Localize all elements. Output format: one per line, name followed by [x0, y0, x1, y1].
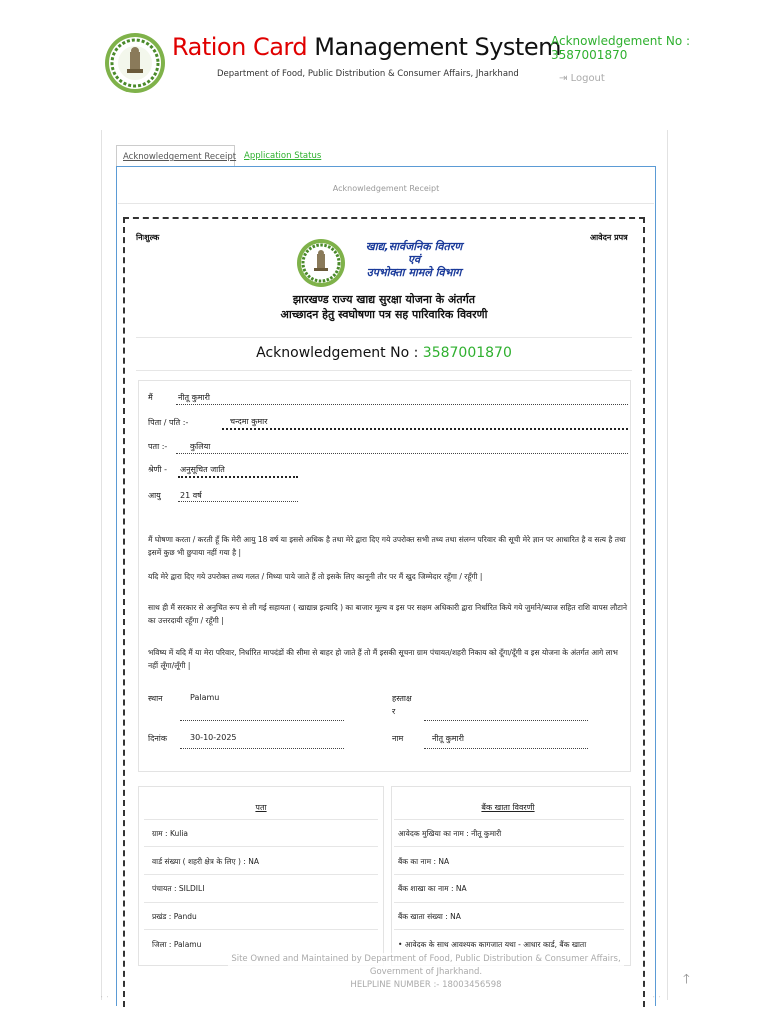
scheme-title-line1: झारखण्ड राज्य खाद्य सुरक्षा योजना के अंतर्गत: [292, 293, 476, 306]
jharkhand-emblem-icon: [104, 32, 166, 94]
name-value: नीतू कुमारी: [432, 734, 464, 743]
divider: [144, 846, 378, 847]
address-underline: [176, 453, 628, 454]
logout-label: Logout: [570, 73, 605, 84]
bank-branch: बैंक शाखा का नाम : NA: [398, 884, 467, 893]
age-underline: [178, 501, 298, 502]
dept-name-line1: खाद्य,सार्वजनिक वितरण: [365, 240, 463, 253]
place-underline: [180, 720, 344, 721]
panel-title: Acknowledgement Receipt: [332, 184, 440, 193]
dept-name-line2: एवं: [407, 253, 421, 266]
page-header: [0, 0, 768, 110]
header-ack-label: Acknowledgement No :: [551, 34, 691, 48]
signature-underline: [424, 720, 588, 721]
logout-link[interactable]: [559, 73, 605, 84]
bank-details-box: [391, 786, 631, 966]
page-footer: [228, 953, 624, 992]
age-value: 21 वर्ष: [180, 491, 202, 500]
tab-bar: [116, 145, 656, 167]
father-underline: [222, 428, 628, 430]
department-emblem-icon: [296, 238, 346, 288]
divider: [144, 819, 378, 820]
age-label: आयु: [148, 491, 161, 500]
father-name: चन्दमा कुमार: [230, 417, 268, 426]
address-ward: वार्ड संख्या ( शहरी क्षेत्र के लिए ) : NA: [152, 857, 259, 866]
divider: [144, 874, 378, 875]
scheme-title-line2: आच्छादन हेतु स्वघोषणा पत्र सह पारिवारिक विवरणी: [280, 308, 488, 321]
name-label: नाम: [392, 734, 404, 743]
date-value: 30-10-2025: [190, 733, 237, 742]
bank-documents-note: • आवेदक के साथ आवश्यक कागजात यथा - आधार कार्ड, बैंक खाता: [398, 940, 587, 949]
divider: [136, 370, 632, 371]
category-value: अनुसूचित जाति: [180, 465, 225, 474]
date-label: दिनांक: [148, 734, 167, 743]
divider: [144, 929, 378, 930]
divider: [144, 902, 378, 903]
app-title-red: Ration Card: [172, 33, 308, 61]
arrow-up-icon[interactable]: 🡑: [683, 972, 690, 987]
header-ack-value: 3587001870: [551, 48, 628, 62]
category-label: श्रेणी -: [148, 465, 167, 474]
place-label: स्थान: [148, 694, 163, 703]
footer-line-2: Government of Jharkhand.: [369, 967, 483, 977]
free-of-cost-label: निःशुल्क: [136, 233, 160, 242]
address-panchayat: पंचायत : SILDILI: [152, 884, 205, 893]
applicant-name: नीतू कुमारी: [178, 393, 210, 402]
corner-mark-left: ˙ ˙: [100, 996, 110, 1004]
ack-label: Acknowledgement No :: [256, 345, 419, 361]
sign-out-icon: ⇥: [559, 73, 568, 84]
bank-name: बैंक का नाम : NA: [398, 857, 450, 866]
declaration-paragraph-4: भविष्य में यदि मैं या मेरा परिवार, निर्धारित मापदंडों की सीमा से बाहर हो जाते हैं तो मैं इसकी सूचना ग्राम पंचायत/शहरी निकाय को दूँगा/दूँगी व इस योजना के अंतर्गत आगे लाभ नहीं लूँगा/लूँगी |: [148, 648, 618, 670]
application-form-label: आवेदन प्रपत्र: [590, 233, 628, 242]
name-underline: [424, 748, 588, 749]
address-box-heading: पता: [255, 803, 267, 812]
dept-name-line3: उपभोक्ता मामले विभाग: [366, 266, 462, 279]
department-hindi-name: [349, 240, 479, 279]
app-title: [172, 33, 561, 61]
app-title-dark: Management System: [314, 33, 561, 61]
declaration-paragraph-1: मैं घोषणा करता / करती हूँ कि मेरी आयु 18 वर्ष या इससे अधिक है तथा मेरे द्वारा दिए गये उपरोक्त सभी तथ्य तथा संलग्न परिवार की सूची मेरे ज्ञान पर आधारित है व सत्य है तथा इसमें कुछ भी छुपाया नहीं गया है |: [148, 535, 626, 557]
address-label: पता :-: [148, 442, 168, 451]
category-underline: [178, 476, 298, 478]
signature-label-1: हस्ताक्ष: [392, 694, 412, 703]
corner-mark-right: ˙ ˙: [652, 996, 662, 1004]
declaration-paragraph-3: साथ ही मैं सरकार से अनुचित रूप से ली गई सहायता ( खाद्यान्न इत्यादि ) का बाजार मूल्य व इस पर सक्षम अधिकारी द्वारा निर्धारित किये गये जुर्माने/ब्याज सहित राशि वापस लौटाने का उत्तरदायी रहूँगा / रहूँगी |: [148, 603, 628, 625]
divider: [394, 819, 624, 820]
department-name: Department of Food, Public Distribution & Consumer Affairs, Jharkhand: [217, 69, 519, 79]
divider: [394, 874, 624, 875]
date-underline: [180, 748, 344, 749]
bank-box-heading: बैंक खाता विवरणी: [481, 803, 535, 812]
signature-label-2: र: [392, 707, 396, 716]
tab-acknowledgement-receipt[interactable]: Acknowledgement Receipt: [116, 145, 235, 167]
address-value: कुलिया: [190, 442, 211, 451]
footer-line-1: Site Owned and Maintained by Department of Food, Public Distribution & Consumer Affairs,: [231, 954, 621, 964]
helpline-number: HELPLINE NUMBER :- 18003456598: [350, 980, 502, 990]
father-label: पिता / पति :-: [148, 418, 189, 427]
address-village: ग्राम : Kulia: [152, 829, 189, 838]
divider: [394, 902, 624, 903]
declaration-paragraph-2: यदि मेरे द्वारा दिए गये उपरोक्त तथ्य गलत / मिथ्या पाये जाते हैं तो इसके लिए कानूनी तौर पर मैं खुद जिम्मेदार रहूँगा / रहूँगी |: [148, 572, 483, 581]
applicant-underline: [176, 404, 628, 405]
place-value: Palamu: [190, 693, 220, 702]
bank-account-number: बैंक खाता संख्या : NA: [398, 912, 461, 921]
acknowledgement-heading: [136, 345, 632, 361]
divider: [118, 203, 654, 204]
tab-application-status[interactable]: Application Status: [244, 151, 322, 161]
bank-applicant-name: आवेदक मुखिया का नाम : नीतू कुमारी: [398, 829, 502, 838]
header-ack-number: [551, 34, 751, 62]
address-block: प्रखंड : Pandu: [152, 912, 197, 921]
applicant-label: मैं: [148, 393, 153, 402]
address-district: जिला : Palamu: [152, 940, 202, 949]
ack-number: 3587001870: [422, 345, 512, 361]
divider: [394, 929, 624, 930]
divider: [136, 337, 632, 338]
address-details-box: [138, 786, 384, 966]
divider: [394, 846, 624, 847]
